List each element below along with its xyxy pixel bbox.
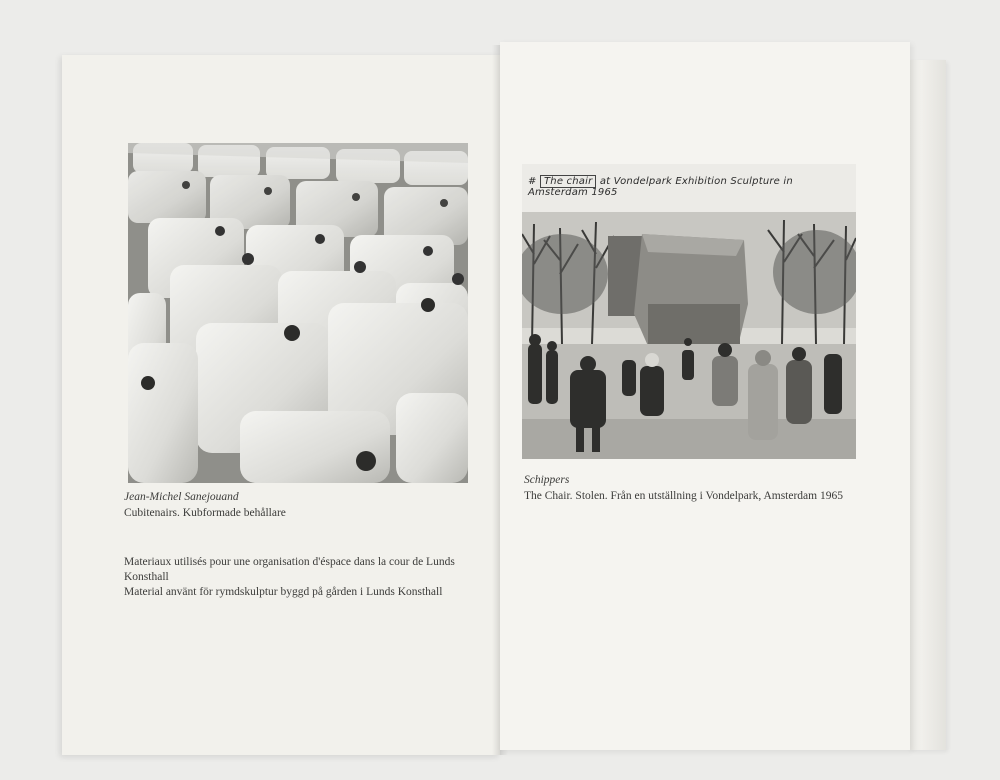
the-chair-photo	[522, 164, 856, 459]
hash-mark: #	[528, 176, 537, 187]
handwritten-boxed-title: The chair	[540, 175, 596, 188]
artist-name: Jean-Michel Sanejouand	[124, 491, 239, 503]
description-swedish: Material använt för rymdskulptur byggd på gården i Lunds Konsthall	[124, 586, 443, 598]
artist-name: Schippers	[524, 474, 570, 486]
work-description: The Chair. Stolen. Från en utställning i Vondelpark, Amsterdam 1965	[524, 490, 843, 502]
work-title: Cubitenairs. Kubformade behållare	[124, 507, 286, 519]
handwritten-annotation	[528, 176, 850, 198]
description-french: Materiaux utilisés pour une organisation d'éspace dans la cour de Lunds Konsthall	[124, 556, 455, 583]
page-edges	[908, 60, 946, 750]
left-page	[62, 55, 500, 755]
cubitenairs-photo	[128, 143, 468, 483]
handwritten-note-text: at Vondelpark Exhibition Sculpture in Amsterdam 1965	[528, 176, 793, 198]
right-page	[500, 42, 910, 750]
